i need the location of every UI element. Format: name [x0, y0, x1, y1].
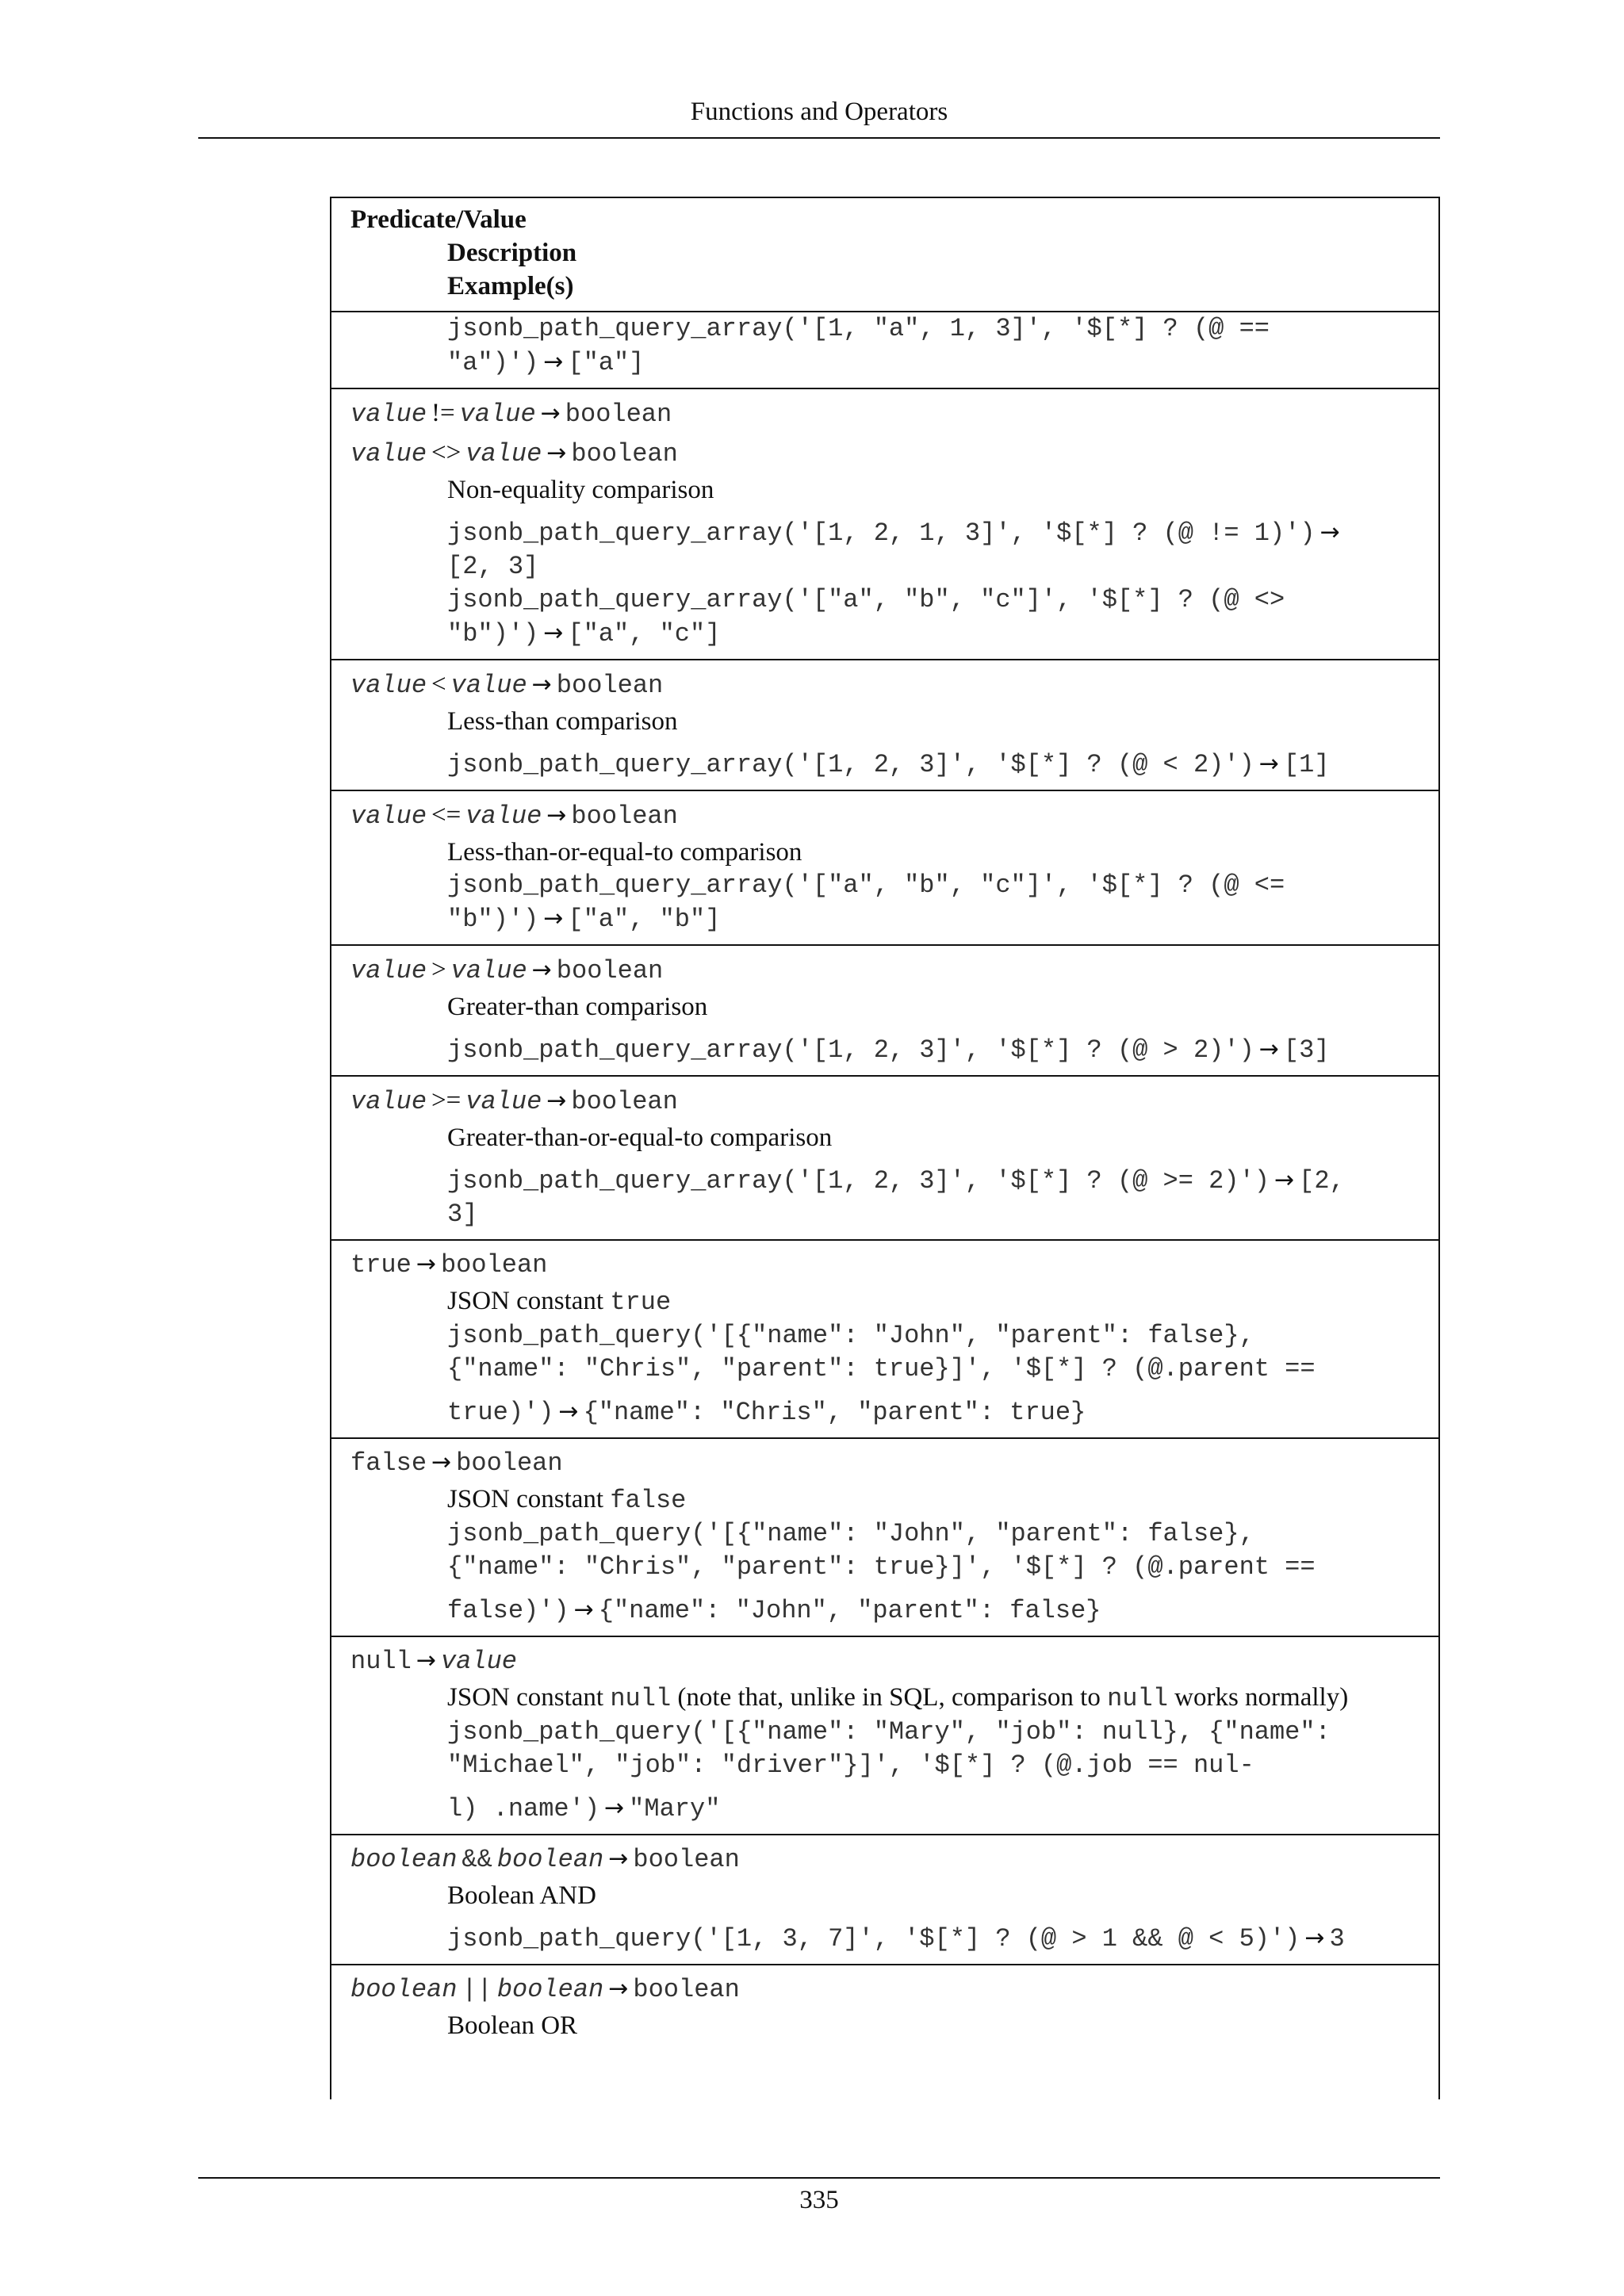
operator-description: Greater-than-or-equal-to comparison — [447, 1123, 833, 1152]
return-type: boolean — [456, 1448, 563, 1478]
operators-table — [330, 197, 1440, 2099]
operand: value — [465, 1087, 542, 1116]
example-line — [350, 1792, 1421, 1826]
example-line — [350, 902, 1421, 936]
arrow-icon: → — [604, 1794, 625, 1822]
example-line: jsonb_path_query_array('["a", "b", "c"]', '$[*] ? (@ <> — [447, 585, 1285, 614]
example-result: [3] — [1283, 1035, 1330, 1065]
description-text: JSON constant — [447, 1485, 611, 1513]
return-type: value — [440, 1647, 517, 1676]
example-result: 3] — [447, 1200, 478, 1229]
table-row — [331, 1835, 1438, 1965]
arrow-icon: → — [608, 1975, 629, 2003]
description-text: JSON constant — [447, 1683, 611, 1712]
table-row — [331, 1241, 1438, 1439]
arrow-icon: → — [1320, 519, 1340, 546]
operator-description: Less-than-or-equal-to comparison — [447, 838, 802, 867]
example-line: {"name": "Chris", "parent": true}]', '$[*] ? (@.parent == — [447, 1552, 1316, 1582]
operand: value — [465, 802, 542, 831]
description-code: false — [610, 1486, 687, 1515]
operator-symbol: && — [462, 1845, 492, 1874]
operand: value — [459, 400, 536, 429]
operand: boolean — [350, 1975, 458, 2004]
arrow-icon: → — [558, 1398, 579, 1425]
operand: value — [350, 802, 427, 831]
example-result: ["a", "b"] — [568, 905, 721, 934]
description-text: works normally) — [1167, 1683, 1349, 1712]
table-row — [331, 1637, 1438, 1835]
operator-signature — [350, 1970, 1421, 2009]
operator-symbol: < — [431, 670, 446, 698]
arrow-icon: → — [546, 1087, 567, 1115]
arrow-icon: → — [546, 802, 567, 829]
arrow-icon: → — [573, 1596, 594, 1624]
example-result: [2, 3] — [447, 552, 539, 581]
description-code: null — [1107, 1684, 1168, 1713]
example-line — [350, 617, 1421, 651]
arrow-icon: → — [543, 348, 564, 376]
example-code: jsonb_path_query('[1, 3, 7]', '$[*] ? (@ > 1 && @ < 5)') — [447, 1924, 1300, 1954]
column-header-predicate: Predicate/Value — [350, 205, 527, 234]
example-code: "b")') — [447, 905, 539, 934]
example-code: l) .name') — [447, 1794, 600, 1823]
example-result: 3 — [1329, 1924, 1345, 1954]
example-line — [350, 1395, 1421, 1429]
description-text: (note that, unlike in SQL, comparison to — [671, 1683, 1108, 1712]
operand: value — [350, 671, 427, 700]
description-code: null — [610, 1684, 672, 1713]
operand: value — [465, 439, 542, 469]
return-type: boolean — [440, 1250, 548, 1280]
example-result: [1] — [1283, 750, 1330, 779]
arrow-icon: → — [540, 400, 561, 427]
example-line: {"name": "Chris", "parent": true}]', '$[*] ? (@.parent == — [447, 1354, 1316, 1383]
operator-signature — [350, 1840, 1421, 1879]
operator-description: Boolean OR — [447, 2011, 578, 2040]
operator-signature — [350, 1642, 1421, 1681]
operator-symbol: >= — [431, 1086, 462, 1115]
table-row — [331, 389, 1438, 660]
return-type: boolean — [571, 1087, 678, 1116]
arrow-icon: → — [431, 1448, 452, 1476]
table-row — [331, 1965, 1438, 2050]
footer-rule — [198, 2177, 1440, 2179]
example-line — [350, 516, 1421, 550]
operand: boolean — [496, 1845, 604, 1874]
operator-signature — [350, 796, 1421, 836]
operator-signature — [350, 434, 1421, 473]
table-row — [331, 312, 1438, 389]
example-code: jsonb_path_query_array('[1, 2, 3]', '$[*] ? (@ >= 2)') — [447, 1166, 1270, 1196]
operand: value — [450, 956, 527, 985]
example-code: "a")') — [447, 348, 539, 377]
operator-description: Less-than comparison — [447, 707, 678, 736]
example-code: jsonb_path_query_array('[1, 2, 1, 3]', '$[*] ? (@ != 1)') — [447, 519, 1316, 548]
arrow-icon: → — [1258, 1035, 1279, 1063]
example-line — [350, 1033, 1421, 1067]
column-header-examples: Example(s) — [447, 272, 574, 300]
operand: value — [350, 439, 427, 469]
return-type: boolean — [571, 802, 678, 831]
example-line: jsonb_path_query('[{"name": "John", "parent": false}, — [447, 1321, 1254, 1350]
arrow-icon: → — [1274, 1166, 1295, 1194]
operator-signature — [350, 1081, 1421, 1121]
arrow-icon: → — [1258, 750, 1279, 778]
operator-description: Boolean AND — [447, 1881, 596, 1910]
description-code: true — [610, 1288, 672, 1317]
operator-symbol: > — [431, 955, 446, 984]
operand: value — [350, 956, 427, 985]
arrow-icon: → — [543, 905, 564, 932]
table-row — [331, 660, 1438, 791]
page-number: 335 — [799, 2186, 839, 2214]
arrow-icon: → — [608, 1845, 629, 1873]
operator-symbol: <= — [431, 801, 462, 829]
operator-symbol: != — [431, 399, 455, 427]
table-row — [331, 1077, 1438, 1241]
operand: boolean — [350, 1845, 458, 1874]
return-type: boolean — [556, 956, 664, 985]
description-text: JSON constant — [447, 1287, 611, 1315]
operator-signature — [350, 665, 1421, 705]
return-type: boolean — [565, 400, 672, 429]
example-result: {"name": "John", "parent": false} — [598, 1596, 1101, 1625]
operator-symbol: || — [462, 1975, 492, 2004]
table-header — [331, 198, 1438, 312]
example-line: "Michael", "job": "driver"}]', '$[*] ? (@.job == nul- — [447, 1751, 1254, 1780]
arrow-icon: → — [531, 671, 552, 698]
page-header-title: Functions and Operators — [690, 98, 948, 126]
table-row — [331, 791, 1438, 946]
example-code: false)') — [447, 1596, 569, 1625]
table-row — [331, 1439, 1438, 1637]
operator-description — [350, 1681, 1421, 1716]
arrow-icon: → — [416, 1250, 436, 1278]
example-code: true)') — [447, 1398, 554, 1427]
example-line — [350, 346, 1421, 380]
table-row — [331, 946, 1438, 1077]
example-code: jsonb_path_query_array('[1, 2, 3]', '$[*] ? (@ < 2)') — [447, 750, 1254, 779]
return-type: boolean — [633, 1845, 740, 1874]
operator-signature — [350, 394, 1421, 434]
example-line: jsonb_path_query('[{"name": "John", "parent": false}, — [447, 1519, 1254, 1548]
header-rule — [198, 137, 1440, 139]
example-line — [350, 748, 1421, 782]
example-result: ["a", "c"] — [568, 619, 721, 649]
example-line: jsonb_path_query_array('["a", "b", "c"]', '$[*] ? (@ <= — [447, 871, 1285, 900]
operator-description — [350, 1284, 1421, 1319]
operand: boolean — [496, 1975, 604, 2004]
return-type: boolean — [571, 439, 678, 469]
operand: value — [450, 671, 527, 700]
operator-signature — [350, 1444, 1421, 1483]
example-line — [350, 1922, 1421, 1956]
arrow-icon: → — [531, 956, 552, 984]
arrow-icon: → — [543, 619, 564, 647]
literal: true — [350, 1250, 412, 1280]
example-result: {"name": "Chris", "parent": true} — [583, 1398, 1086, 1427]
operator-symbol: <> — [431, 438, 462, 467]
literal: null — [350, 1647, 412, 1676]
return-type: boolean — [556, 671, 664, 700]
arrow-icon: → — [416, 1647, 436, 1674]
example-result: ["a"] — [568, 348, 645, 377]
operator-signature — [350, 951, 1421, 990]
operator-description: Greater-than comparison — [447, 993, 708, 1021]
example-result: "Mary" — [629, 1794, 721, 1823]
arrow-icon: → — [1304, 1924, 1325, 1952]
operand: value — [350, 400, 427, 429]
example-result: [2, — [1299, 1166, 1345, 1196]
literal: false — [350, 1448, 427, 1478]
operator-signature — [350, 1246, 1421, 1284]
arrow-icon: → — [546, 439, 567, 467]
example-code: jsonb_path_query_array('[1, 2, 3]', '$[*] ? (@ > 2)') — [447, 1035, 1254, 1065]
return-type: boolean — [633, 1975, 740, 2004]
example-line: jsonb_path_query('[{"name": "Mary", "job": null}, {"name": — [447, 1717, 1331, 1747]
operand: value — [350, 1087, 427, 1116]
operator-description: Non-equality comparison — [447, 476, 714, 504]
example-line — [350, 1164, 1421, 1198]
example-line — [350, 1594, 1421, 1628]
operator-description — [350, 1483, 1421, 1517]
column-header-description: Description — [447, 239, 577, 267]
example-line: jsonb_path_query_array('[1, "a", 1, 3]', '$[*] ? (@ == — [447, 314, 1270, 343]
example-code: "b")') — [447, 619, 539, 649]
